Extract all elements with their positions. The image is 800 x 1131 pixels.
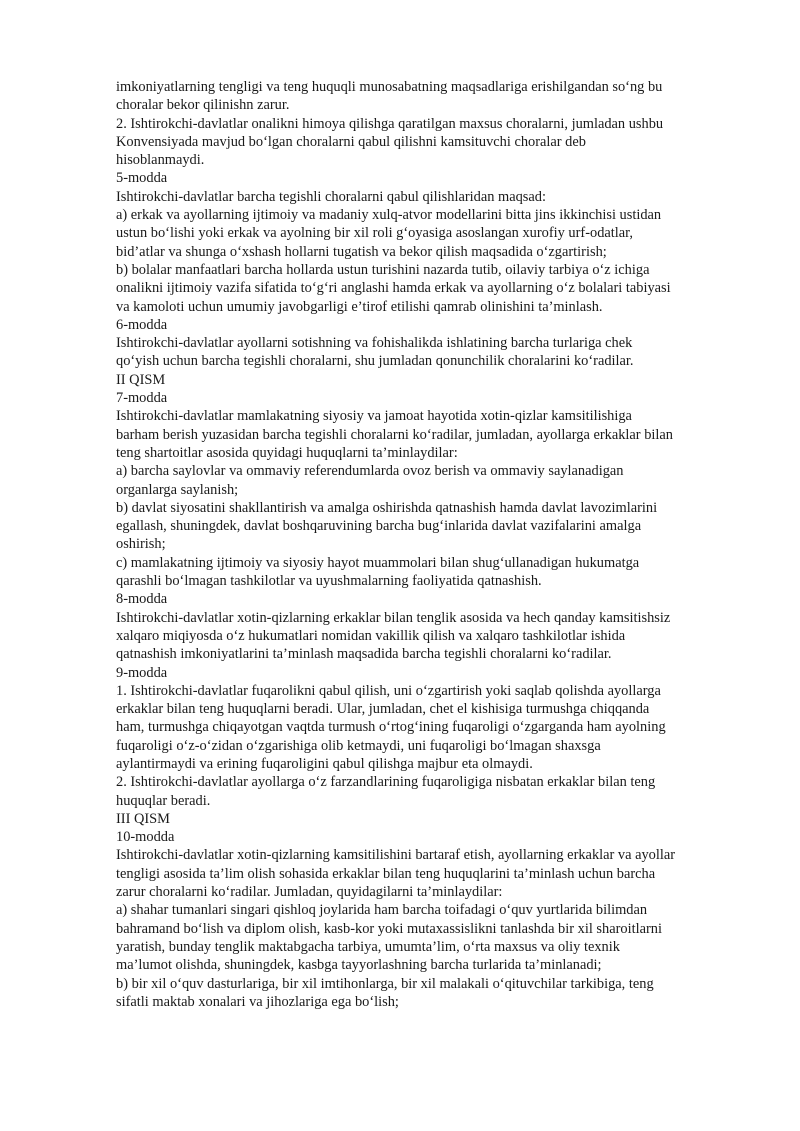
text-line: 7-modda bbox=[116, 390, 168, 407]
text-line: c) mamlakatning ijtimoiy va siyosiy hayot muammolari bilan shug‘ullanadigan hukumatga bbox=[116, 554, 640, 571]
text-line: xalqaro miqiyosda o‘z hukumatlari nomidan vakillik qilish va xalqaro tashkilotlar ishida bbox=[116, 627, 626, 644]
text-line: qo‘yish uchun barcha tegishli choralarni, shu jumladan qonunchilik choralarini ko‘radilar. bbox=[116, 353, 634, 370]
text-line: barham berish yuzasidan barcha tegishli choralarni ko‘radilar, jumladan, ayollarga erkaklar bilan bbox=[116, 426, 673, 443]
text-line: qarashli bo‘lmagan tashkilotlar va uyushmalarning faoliyatida qatnashish. bbox=[116, 573, 542, 590]
text-line: oshirish; bbox=[116, 536, 166, 553]
text-line: imkoniyatlarning tengligi va teng huquqli munosabatning maqsadlariga erishilgandan so‘ng bu bbox=[116, 79, 663, 95]
text-line: ham, turmushga chiqayotgan vaqtda turmush o‘rtog‘ining fuqaroligi o‘zgarganda ham ayolning bbox=[116, 719, 666, 736]
text-line: fuqaroligi o‘z-o‘zidan o‘zgarishiga olib ketmaydi, uni fuqaroligi bo‘lmagan shaxsga bbox=[116, 737, 601, 754]
text-line: Ishtirokchi-davlatlar barcha tegishli choralarni qabul qilishlaridan maqsad: bbox=[116, 188, 546, 205]
text-line: Ishtirokchi-davlatlar ayollarni sotishning va fohishalikda ishlatining barcha turlariga chek bbox=[116, 335, 633, 352]
text-line: Konvensiyada mavjud bo‘lgan choralarni qabul qilishni kamsituvchi choralar deb bbox=[116, 133, 586, 150]
text-line: Ishtirokchi-davlatlar xotin-qizlarning erkaklar bilan tenglik asosida va hech qanday kamsitishsiz bbox=[116, 609, 671, 626]
text-line: 5-modda bbox=[116, 170, 168, 187]
text-line: a) barcha saylovlar va ommaviy referendumlarda ovoz berish va ommaviy saylanadigan bbox=[116, 463, 624, 480]
text-line: III QISM bbox=[116, 810, 170, 827]
text-line: erkaklar bilan teng huquqlarni beradi. Ular, jumladan, chet el kishisiga turmushga chiqqanda bbox=[116, 701, 650, 718]
text-line: yaratish, bunday tenglik maktabgacha tarbiya, umumta’lim, o‘rta maxsus va oliy texnik bbox=[116, 938, 620, 955]
text-line: 10-modda bbox=[116, 829, 175, 846]
text-line: bid’atlar va shunga o‘xshash hollarni tugatish va bekor qilish maqsadida o‘zgartirish; bbox=[116, 243, 607, 260]
text-line: II QISM bbox=[116, 371, 166, 388]
text-line: 1. Ishtirokchi-davlatlar fuqarolikni qabul qilish, uni o‘zgartirish yoki saqlab qolishda ayollarga bbox=[116, 682, 661, 699]
text-line: tengligi asosida ta’lim olish sohasida erkaklar bilan teng huquqlarini ta’minlash uchun barcha bbox=[116, 865, 656, 882]
text-line: a) shahar tumanlari singari qishloq joylarida ham barcha toifadagi o‘quv yurtlarida bilimdan bbox=[116, 902, 648, 919]
text-line: 2. Ishtirokchi-davlatlar ayollarga o‘z farzandlarining fuqaroligiga nisbatan erkaklar bilan teng bbox=[116, 774, 656, 791]
text-line: ma’lumot olishda, shuningdek, kasbga tayyorlashning barcha turlarida ta’minlanadi; bbox=[116, 957, 602, 974]
text-line: zarur choralarni ko‘radilar. Jumladan, quyidagilarni ta’minlaydilar: bbox=[116, 884, 503, 901]
text-line: huquqlar beradi. bbox=[116, 792, 211, 809]
text-line: bahramand bo‘lish va diplom olish, kasb-kor yoki mutaxassislikni tanlashda bir xil sharoitlarni bbox=[116, 920, 662, 937]
document-page bbox=[116, 78, 746, 1011]
text-line: va kamoloti uchun umumiy javobgarligi e’tirof etilishi qamrab olinishini ta’minlash. bbox=[116, 298, 603, 315]
text-line: 2. Ishtirokchi-davlatlar onalikni himoya qilishga qaratilgan maxsus choralarni, jumladan ushbu bbox=[116, 115, 664, 132]
text-line: organlarga saylanish; bbox=[116, 481, 239, 498]
text-line: ustun bo‘lishi yoki erkak va ayolning bir xil roli g‘oyasiga asoslangan xurofiy urf-odatlar, bbox=[116, 225, 633, 242]
text-line: choralar bekor qilinishn zarur. bbox=[116, 97, 290, 114]
text-line: teng shartoitlar asosida quyidagi huquqlarni ta’minlaydilar: bbox=[116, 444, 458, 461]
text-line: b) bolalar manfaatlari barcha hollarda ustun turishini nazarda tutib, oilaviy tarbiya o‘z ichiga bbox=[116, 261, 650, 278]
text-line: 9-modda bbox=[116, 664, 168, 681]
text-line: 8-modda bbox=[116, 591, 168, 608]
text-line: onalikni ijtimoiy vazifa sifatida to‘g‘ri anglashi hamda erkak va ayollarning o‘z bolalari tabiyasi bbox=[116, 280, 671, 297]
text-line: qatnashish imkoniyatlarini ta’minlash maqsadida barcha tegishli choralarni ko‘radilar. bbox=[116, 646, 612, 663]
text-line: sifatli maktab xonalari va jihozlariga ega bo‘lish; bbox=[116, 993, 399, 1010]
text-line: egallash, shuningdek, davlat boshqaruvining barcha bug‘inlarida davlat vazifalarini amalga bbox=[116, 518, 642, 535]
text-line: Ishtirokchi-davlatlar mamlakatning siyosiy va jamoat hayotida xotin-qizlar kamsitilishiga bbox=[116, 408, 632, 425]
text-line: 6-modda bbox=[116, 316, 168, 333]
text-line: aylantirmaydi va erining fuqaroligini qabul qilishga majbur eta olmaydi. bbox=[116, 755, 533, 772]
text-line: b) bir xil o‘quv dasturlariga, bir xil imtihonlarga, bir xil malakali o‘qituvchilar tarkibiga, teng bbox=[116, 975, 654, 992]
text-line: hisoblanmaydi. bbox=[116, 152, 205, 169]
text-line: a) erkak va ayollarning ijtimoiy va madaniy xulq-atvor modellarini bitta jins ikkinchisi ustidan bbox=[116, 207, 662, 224]
text-line: b) davlat siyosatini shakllantirish va amalga oshirishda qatnashish hamda davlat lavozimlarini bbox=[116, 499, 658, 516]
text-line: Ishtirokchi-davlatlar xotin-qizlarning kamsitilishini bartaraf etish, ayollarning erkaklar va ayollar bbox=[116, 847, 676, 864]
